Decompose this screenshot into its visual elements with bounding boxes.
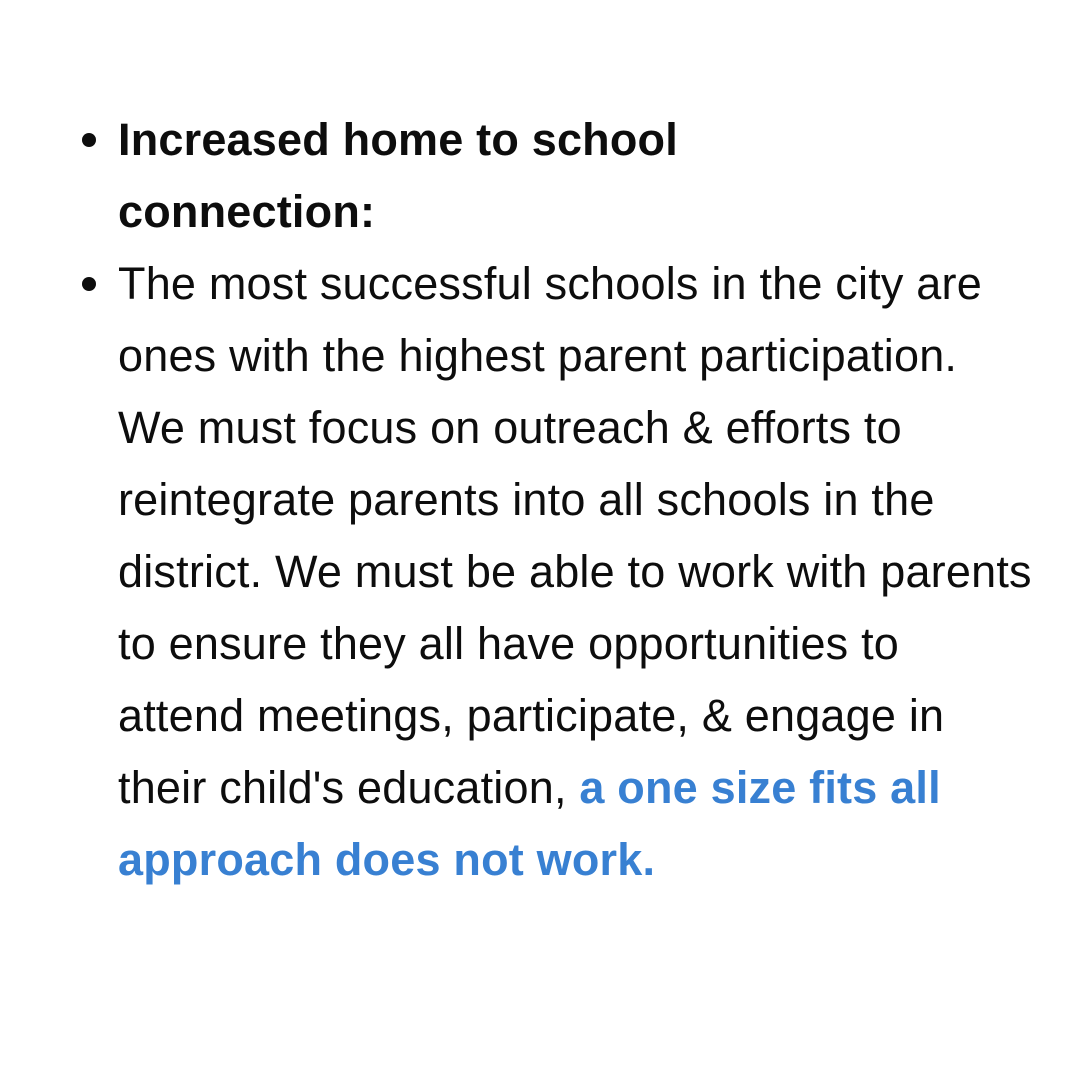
- bullet-item-heading: [62, 104, 778, 248]
- bullet-dot: [82, 277, 96, 291]
- bullet-dot: [82, 133, 96, 147]
- body-text: The most successful schools in the city are ones with the highest parent participation. We must focus on outreach & efforts to reintegrate parents into all schools in the district. We must be able to work with parents to ensure they all have opportunities to attend meetings, participate, & engage in their child's education,: [118, 258, 1032, 813]
- highlight-text: a one size fits all approach does not work.: [118, 762, 941, 885]
- bullet-list: [62, 104, 1032, 896]
- heading-text: Increased home to school connection:: [118, 114, 678, 237]
- bullet-item-body: [62, 248, 1032, 896]
